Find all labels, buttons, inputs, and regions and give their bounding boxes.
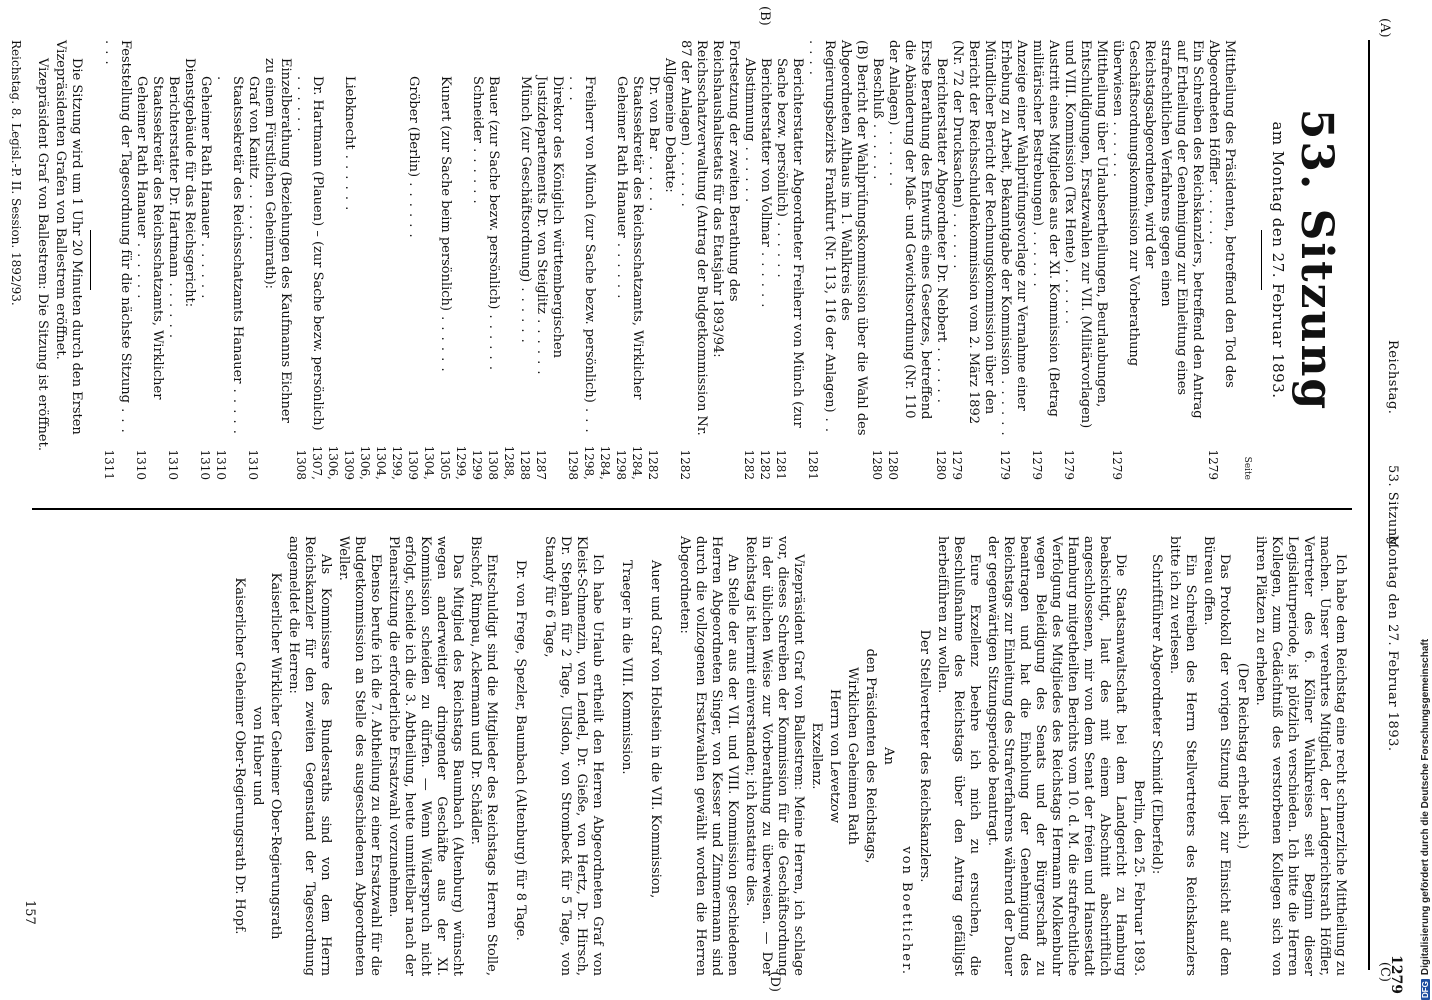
toc-entry-text: Feststellung der Tagesordnung für die nächste Sitzung . . . [101,40,133,440]
proceedings-paragraph: Vizepräsident Graf von Ballestrem: Meine Herren, ich schlage vor, dieses Schreiben der Kommission für die Geschäftsordnung in der üblichen Weise zur Vorberathung zu überweisen. — Der Reichstag ist hiermit einverstanden; ich konstatire dies. [743,536,806,976]
toc-entry-page: 1304, 1309 [406,445,436,480]
toc-entry-page: 1288, 1308 [486,445,516,480]
toc-entry [133,40,165,480]
proceedings-paragraph: Traeger in die VIII. Kommission. [619,560,634,775]
toc-entry-text: Dr. Hartmann (Plauen) – (zur Sache bezw. persönlich) . . . [293,40,325,440]
toc-entry [1109,40,1205,480]
toc-entry-page: 1280 [886,449,900,480]
toc-entry-text: Anzeige einer Wahlprüfungsvorlage zur Vernahme einer Erhebung zu Arbeit, Bekanntgabe der Kommission . . . [997,40,1029,440]
proceedings-paragraph: Das Protokoll der vorigen Sitzung liegt zur Einsicht auf dem Büreau offen. [1201,536,1232,976]
toc-entry-page: 1288 [518,449,532,480]
toc-entry-page: 1299, 1305 [438,445,468,480]
proceedings-paragraph: von Huber und [250,706,265,806]
toc-entry [997,40,1029,480]
margin-credit-text: Digitalisierung gefördert durch die Deutsche Forschungsgemeinschaft [1419,638,1431,976]
proceedings-paragraph: Dr. von Frege, Spezler, Baumbach (Altenburg) für 8 Tage. [513,560,528,941]
toc-entry-text: Ein Schreiben des Reichskanzlers, betreffend den Antrag auf Ertheilung der Genehmigung zur Einleitung eines strafrechtlichen Verfahrens gegen einen Reichstagsabgeordneten, wird der Geschäftsordnungskommission zur Vorberathung überwiesen . . . [1109,40,1205,440]
toc-entry-page: 1282 [646,449,660,480]
footnote: Reichstag. 8. Legisl.-P. II. Session. 1892/93. [9,40,23,306]
toc-entry-text: Berichterstatter Abgeordneter Dr. Nebbert . . . [933,40,949,440]
proceedings-paragraph: An Stelle der aus der VII. und VIII. Kommission geschiedenen Herren Abgeordneten Singer, von Kesser und Zimmermann sind durch die vollzogenen Ersatzwahlen gewählt worden die Herren Abgeordneten: [677,536,740,976]
opening-text [34,40,84,480]
toc-entry [469,40,485,480]
toc-entry-page: 1310 [246,449,260,480]
toc-entry-text: Liebknecht . . . [341,40,357,440]
margin-marker-a: (A) [1377,18,1392,38]
toc-entry [213,40,245,480]
toc-entry-page: 1310 [134,449,148,480]
toc-entry [677,40,741,480]
proceedings-paragraph: Kaiserlicher Wirklicher Geheimer Ober-Regierungsrath [268,572,283,940]
toc-entry-page: 1282 [678,449,692,480]
toc-entry [533,40,565,480]
proceedings-paragraph: Eure Exzellenz beehre ich mich zu ersuchen, die Beschlußnahme des Reichstags über den Antrag gefälligst herbeiführen zu wollen. [935,536,982,976]
toc-entry-text: Fortsetzung der zweiten Berathung des Reichshaushaltsetats für das Etatsjahr 1893/94: Reichsschatzverwaltung (Antrag der Budgetkommission Nr. 87 der Anlagen) . . . [677,40,741,440]
header-date: Montag den 27. Februar 1893. [1385,535,1400,752]
toc-entry-text: Berichterstatter von Vollmar . . . [757,40,773,440]
proceedings-paragraph: von Boetticher. [899,846,914,976]
toc-entry [1205,40,1237,480]
proceedings-paragraph: Der Stellvertreter des Reichskanzlers. [917,629,932,883]
dfg-logo-icon: DFG [1420,981,1430,998]
title-rule [1261,230,1262,290]
toc-entry [293,40,341,480]
toc-entry [613,40,645,480]
toc-entry-text: Berichterstatter Abgeordneter Freiherr von Münch (zur Sache bezw. persönlich) . . . [773,40,805,440]
toc-entry [869,40,885,480]
toc-entry-page: 1280 [870,449,884,480]
signature-number: 157 [22,900,37,925]
toc-rule [90,230,91,290]
toc-entry-text: Mittheilung über Urlaubsertheilungen, Beurlaubungen, Entschuldigungen, Ersatzwahlen zur VII. (Militärvorlagen) und VIII. Kommission (Tex Hente) . . . [1061,40,1109,440]
toc-entry [565,40,613,480]
toc-entry-page: 1281 [806,449,820,480]
toc-entry-page: 1279 [1110,449,1124,480]
sitting-title: 53. Sitzung [1291,108,1342,412]
proceedings-paragraph: Kaiserlicher Geheimer Ober-Regierungsrath Dr. Hopf. [232,577,247,935]
proceedings-paragraph: Herrn von Levetzow [827,688,842,824]
margin-marker-b: (B) [757,6,772,26]
proceedings-paragraph: Als Kommissare des Bundesraths sind von dem Herrn Reichskanzler für den zweiten Gegenstand der Tagesordnung angemeldet die Herren: [286,536,333,976]
toc-entry [1029,40,1061,480]
toc-entry-text: Geheimer Rath Hanauer . . . [197,40,213,440]
toc-entry-page: 1279 [998,449,1012,480]
toc-entry-text: Münch (zur Geschäftsordnung) . . . [517,40,533,440]
toc-entry [405,40,437,480]
toc-entry-text: Abstimmung . . . [741,40,757,440]
toc-entry-page: 1287 [534,449,548,480]
toc-entry [245,40,261,480]
proceedings-paragraph: An [881,747,896,765]
toc-entry-page: 1310 [214,449,228,480]
proceedings-paragraph: Auer und Graf von Holstein in die VII. Kommission, [648,560,663,899]
toc-entry-text: Mittheilung des Präsidenten, betreffend den Tod des Abgeordneten Höffler . . . [1205,40,1237,440]
proceedings-paragraph: Ein Schreiben des Herrn Stellvertreters des Reichskanzlers bitte ich zu verlesen. [1167,536,1198,976]
toc-entry-page: 1299 [470,449,484,480]
toc-entry [773,40,805,480]
toc-entry [437,40,469,480]
proceedings-paragraph: Wirklichen Geheimen Rath [845,667,860,845]
toc-entry-text: Staatssekretär des Reichsschatzamts, Wirklicher Geheimer Rath Hanauer . . . [613,40,645,440]
toc-entry-text: Schneider . . . [469,40,485,440]
proceedings-paragraph: (Der Reichstag erhebt sich.) [1235,662,1250,850]
toc-entry-text: Dr. von Bar . . . [645,40,661,440]
toc-entry-text: Bauer (zur Sache bezw. persönlich) . . . [485,40,501,440]
toc-entry-page: 1279 [1062,449,1076,480]
toc-entry [741,40,757,480]
margin-credit [1418,400,1432,1000]
table-of-contents [101,40,1237,480]
toc-entry [101,40,133,480]
right-column [229,536,1350,976]
toc-entry [949,40,997,480]
proceedings-text [231,536,1348,976]
toc-entry [1061,40,1109,480]
proceedings-paragraph: Schriftführer Abgeordneter Schmidt (Elberfeld): [1149,554,1164,875]
toc-entry-text: Einzelberathung (Beziehungen des Kaufmanns Eichner zu einem Fürstlichen Geheimrath): [262,58,293,423]
header-page-number: 1279 [1388,955,1404,994]
toc-entry [341,40,405,480]
toc-entry-page: 1279 [1030,449,1044,480]
header-rule [1368,40,1370,970]
toc-entry-page: 1299, 1304, 1306, 1309 [342,445,404,480]
toc-entry [661,40,677,480]
opening-paragraph: Vizepräsident Graf von Ballestrem: Die Sitzung ist eröffnet. [35,58,50,451]
toc-entry [485,40,517,480]
proceedings-paragraph: Entschuldigt sind die Mitglieder des Reichstags Herren Stolle, Bischof, Rimpau, Ackermann und Dr. Schädler. [468,536,499,976]
toc-entry-page: 1310 [198,449,212,480]
toc-entry-page: 1284, 1298, 1298 [566,445,612,480]
toc-entry-text: Erste Berathung des Entwurfs eines Gesetzes, betreffend die Abänderung der Maß- und Gewichtsordnung (Nr. 110 der Anlagen) . . . [885,40,933,440]
toc-entry [933,40,949,480]
running-header [1364,0,1404,1000]
opening-paragraph: Die Sitzung wird um 1 Uhr 20 Minuten durch den Ersten Vizepräsidenten Grafen von Ballestrem eröffnet. [53,40,84,435]
left-column [8,40,1350,480]
toc-entry-text: Berichterstatter Dr. Hartmann . . . [165,40,181,440]
toc-entry-text: Direktor des Königlich württembergischen Justizdepartements Dr. von Steiglitz . . . [533,40,565,440]
header-sitting: 53. Sitzung. [1385,465,1400,551]
proceedings-paragraph: Exzellenz. [809,722,824,790]
toc-entry [197,40,213,480]
toc-entry [165,40,181,480]
toc-entry-page: 1310 [166,449,180,480]
proceedings-paragraph: den Präsidenten des Reichstags, [863,648,878,864]
toc-entry-page: 1284, 1298 [614,445,644,480]
toc-entry-page: 1279 [950,449,964,480]
toc-entry-text: (B) Bericht der Wahlprüfungskommission über die Wahl des Abgeordneten Althaus im 1. Wahlkreis des Regierungsbezirks Frankfurt (Nr. 113, 116 der Anlagen) . . . [805,40,869,440]
margin-marker-d: (D) [767,971,782,992]
toc-entry-text: Austritt eines Mitgliedes aus der XI. Kommission (Betrag militärischer Bestrebungen) . . . [1029,40,1061,440]
toc-entry-page: 1282 [758,449,772,480]
toc-entry-page: 1311 [102,449,116,480]
toc-entry-text: Freiherr von Münch (zur Sache bezw. persönlich) . . . [565,40,597,440]
toc-entry-text: Allgemeine Debatte: [662,58,677,193]
toc-entry-text: Mündlicher Bericht der Rechnungskommission über den Bericht der Reichsschuldenkommission vom 2. März 1892 (Nr. 72 der Drucksachen) . . . [949,40,997,440]
toc-entry [805,40,869,480]
sitting-date: am Montag den 27. Februar 1893. [1269,121,1287,399]
toc-entry-text: Dienstgebäude für das Reichsgericht: [182,58,197,308]
toc-entry [645,40,661,480]
toc-entry-page: 1306, 1307, 1308 [294,445,340,480]
proceedings-paragraph: Ebenso berufe ich die 7. Abtheilung zu einer Ersatzwahl für die Budgetkommission an Stelle des ausgeschiedenen Abgeordneten Weller. [336,536,383,976]
toc-entry-text: Kunert (zur Sache beim persönlich) . . . [437,40,453,440]
proceedings-paragraph: Die Staatsanwaltschaft bei dem Landgericht zu Hamburg beabsichtigt, laut des mit einem Abschnitt abschriftlich angeschlossenen, mir von dem Senat der freien und Hansestadt Hamburg mitgetheilten Berichts vom 10. d. M. die strafrechtliche Verfolgung des Mitgliedes des Reichstags Hermann Molkenbuhr wegen Beleidigung des Senats und der Bürgerschaft zu beantragen und hat die Einholung der Genehmigung des Reichstags zur Einleitung des Strafverfahrens während der Dauer der gegenwärtigen Sitzungsperiode beantragt. [985,536,1128,976]
toc-entry-text: Staatssekretär des Reichsschatzamts, Wirklicher Geheimer Rath Hanauer . . . [133,40,165,440]
toc-entry-page: 1279 [1206,449,1220,480]
toc-entry-text: Beschluß . . . [869,40,885,440]
proceedings-paragraph: Ich habe dem Reichstag eine recht schmerzliche Mittheilung zu machen. Unser verehrtes Mitglied, der Landgerichtsrath Höffler, Vertreter des 6. Kölner Wahlkreises seit Beginn dieser Legislaturperiode, ist plötzlich verschieden. Ich bitte die Herren Kollegen, zum Gedächtniß des verstorbenen Kollegen sich von ihren Plätzen zu erheben. [1253,536,1348,976]
toc-entry-page: 1280 [934,449,948,480]
column-divider [32,508,1352,510]
toc-page-label: Seite [1242,456,1252,480]
toc-entry [885,40,933,480]
proceedings-paragraph: Ich habe Urlaub ertheilt den Herren Abgeordneten Graf von Kleist-Schmenzin, von Lendel, Dr. Gieße, von Hertz, Dr. Hirsch, Dr. Stephan für 2 Tage, Ulsdon, von Strombeck für 5 Tage, von Standy für 6 Tage, [542,536,605,976]
proceedings-paragraph: Das Mitglied des Reichstags Baumbach (Altenburg) wünscht wegen anderweitiger dringender Geschäfte aus der XI. Kommission scheiden zu dürfen. — Wenn Widerspruch nicht erfolgt, scheide ich die 3. Abtheilung, heute unmittelbar nach der Plenarsitzung die erforderliche Ersatzwahl vorzunehmen. [386,536,465,976]
margin-marker-c: (C) [1377,961,1392,982]
toc-entry [181,40,197,480]
proceedings-paragraph: Berlin, den 25. Februar 1893. [1131,780,1146,976]
header-publication: Reichstag. [1385,340,1400,415]
toc-entry [261,40,293,480]
toc-entry-text: Gröber (Berlin) . . . [405,40,421,440]
toc-entry-text: Staatssekretär des Reichsschatzamts Hanauer . . . [213,40,245,440]
toc-entry [757,40,773,480]
toc-entry-text: Graf von Kanitz . . . [245,40,261,440]
toc-entry-page: 1281 [774,449,788,480]
toc-entry [517,40,533,480]
toc-entry-page: 1282 [742,449,756,480]
